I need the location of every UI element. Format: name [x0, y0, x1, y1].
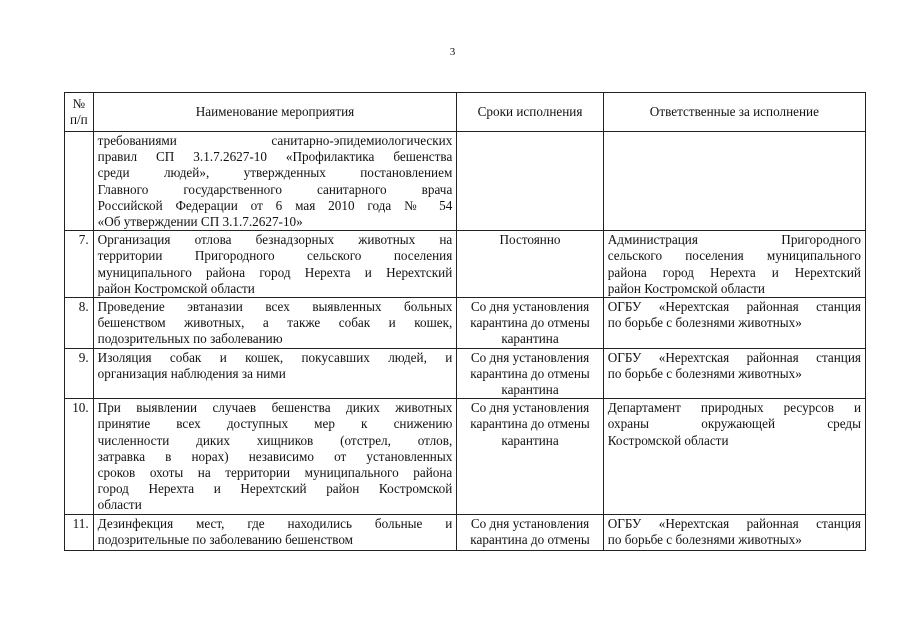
- measure-name-line: численности диких хищников (отстрел, отлов,: [97, 432, 453, 448]
- measure-term-line: карантина: [501, 432, 559, 448]
- measure-responsible-line: Администрация Пригородного: [607, 232, 861, 248]
- measure-name-line: «Об утверждении СП 3.1.7.2627-10»: [97, 214, 303, 230]
- measure-term-line: Со дня установления: [470, 515, 590, 531]
- measure-responsible-line: по борьбе с болезнями животных»: [607, 365, 802, 381]
- measure-responsible-line: ОГБУ «Нерехтская районная станция: [607, 299, 861, 315]
- measure-name-line: Изоляция собак и кошек, покусавших людей, и: [97, 349, 453, 365]
- measure-name-line: город Нерехта и Нерехтский район Костромской: [97, 481, 453, 497]
- measure-term: [457, 132, 603, 231]
- measure-responsible-line: по борьбе с болезнями животных»: [607, 315, 802, 331]
- measure-name-line: Главного государственного санитарного врача: [97, 181, 453, 197]
- row-number: [65, 132, 94, 231]
- measure-responsible: [603, 132, 865, 231]
- measure-term-line: карантина до отмены: [470, 365, 590, 381]
- measure-name-line: требованиями санитарно-эпидемиологических: [97, 133, 453, 148]
- measure-term-line: карантина до отмены: [470, 416, 590, 432]
- measure-name-line: территории Пригородного сельского поселения: [97, 248, 453, 264]
- header-responsible: Ответственные за исполнение: [603, 93, 865, 132]
- measure-term-line: карантина до отмены: [470, 531, 590, 547]
- measure-term: [457, 298, 603, 349]
- measure-name-line: области: [97, 497, 142, 513]
- measure-name-line: Дезинфекция мест, где находились больные и: [97, 515, 453, 531]
- measure-name-line: затравка в норах) независимо от установленных: [97, 448, 453, 464]
- table-row: [65, 132, 866, 231]
- measure-responsible: [603, 514, 865, 550]
- measure-name: [93, 348, 457, 399]
- measure-name: [93, 298, 457, 349]
- table-header-row: [65, 93, 866, 132]
- row-number: 7.: [65, 231, 94, 298]
- measure-name: [93, 231, 457, 298]
- page-number: 3: [449, 46, 456, 58]
- table-row: [65, 298, 866, 349]
- measure-responsible-line: ОГБУ «Нерехтская районная станция: [607, 349, 861, 365]
- measure-name-line: принятие всех доступных мер к снижению: [97, 416, 453, 432]
- measure-responsible: [603, 348, 865, 399]
- measure-responsible-line: района город Нерехта и Нерехтский: [607, 264, 861, 280]
- measure-name: [93, 399, 457, 514]
- measure-name-line: муниципального района город Нерехта и Нерехтский: [97, 264, 453, 280]
- measure-name-line: район Костромской области: [97, 280, 255, 296]
- measure-responsible-line: Костромской области: [607, 432, 729, 448]
- measure-term-line: карантина до отмены: [470, 315, 590, 331]
- header-num: № п/п: [65, 93, 94, 132]
- measure-term-line: Со дня установления: [470, 299, 590, 315]
- measure-name-line: Организация отлова безнадзорных животных на: [97, 232, 453, 248]
- measure-term: [457, 514, 603, 550]
- measure-responsible-line: охраны окружающей среды: [607, 416, 861, 432]
- header-name: Наименование мероприятия: [93, 93, 457, 132]
- header-term: Сроки исполнения: [457, 93, 603, 132]
- table-body: [65, 132, 866, 551]
- table-row: [65, 348, 866, 399]
- measure-name: [93, 132, 457, 231]
- measure-term: [457, 399, 603, 514]
- measure-responsible-line: район Костромской области: [607, 280, 765, 296]
- measure-responsible: [603, 231, 865, 298]
- table-row: [65, 514, 866, 550]
- measure-name-line: правил СП 3.1.7.2627-10 «Профилактика бешенства: [97, 149, 453, 165]
- measure-name-line: бешенством животных, а также собак и кошек,: [97, 315, 453, 331]
- measure-responsible: [603, 399, 865, 514]
- measure-term-line: Со дня установления: [470, 400, 590, 416]
- row-number: 11.: [65, 514, 94, 550]
- measure-name-line: организация наблюдения за ними: [97, 365, 286, 381]
- measures-table: [64, 92, 866, 551]
- measure-name: [93, 514, 457, 550]
- row-number: 8.: [65, 298, 94, 349]
- measure-name-line: Российской Федерации от 6 мая 2010 года № 54: [97, 197, 453, 213]
- measure-term: [457, 348, 603, 399]
- measure-term-line: Постоянно: [499, 232, 561, 248]
- measure-responsible-line: сельского поселения муниципального: [607, 248, 861, 264]
- measure-term: [457, 231, 603, 298]
- measure-name-line: сроков охоты на территории муниципального района: [97, 465, 453, 481]
- measure-term-line: карантина: [501, 382, 559, 398]
- measure-term-line: карантина: [501, 331, 559, 347]
- table-row: [65, 399, 866, 514]
- measure-responsible-line: ОГБУ «Нерехтская районная станция: [607, 515, 861, 531]
- measure-name-line: среди людей», утвержденных постановлением: [97, 165, 453, 181]
- measure-responsible-line: Департамент природных ресурсов и: [607, 400, 861, 416]
- measure-responsible: [603, 298, 865, 349]
- measure-name-line: Проведение эвтаназии всех выявленных больных: [97, 299, 453, 315]
- row-number: 10.: [65, 399, 94, 514]
- measure-name-line: подозрительные по заболеванию бешенством: [97, 531, 354, 547]
- measure-name-line: При выявлении случаев бешенства диких животных: [97, 400, 453, 416]
- table-row: [65, 231, 866, 298]
- measure-term-line: Со дня установления: [470, 349, 590, 365]
- row-number: 9.: [65, 348, 94, 399]
- measure-responsible-line: по борьбе с болезнями животных»: [607, 531, 802, 547]
- measure-name-line: подозрительных по заболеванию: [97, 331, 283, 347]
